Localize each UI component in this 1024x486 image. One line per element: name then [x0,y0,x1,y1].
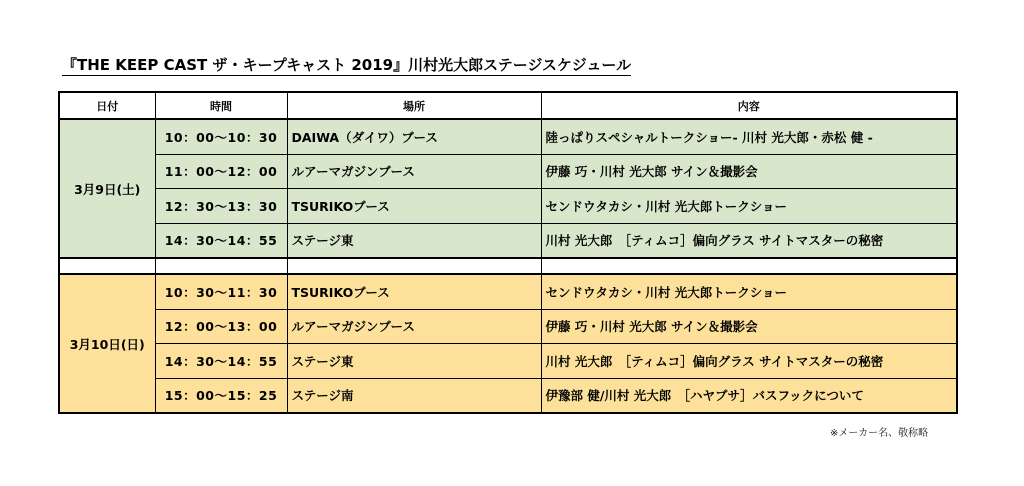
table-row [59,189,957,224]
spacer-cell [541,258,957,274]
table-row [59,378,957,413]
spacer-cell [155,258,287,274]
content-cell: 川村 光大郎 ［ティムコ］偏向グラス サイトマスターの秘密 [541,344,957,379]
content-cell: 伊豫部 健/川村 光大郎 ［ハヤブサ］バスフックについて [541,378,957,413]
page-title: 『THE KEEP CAST ザ・キープキャスト 2019』川村光大郎ステージスケジュール [62,56,632,74]
table-row [59,223,957,258]
date-cell-day2: 3月10日(日) [59,274,155,413]
table-row [59,274,957,309]
content-cell: 伊藤 巧・川村 光大郎 サイン＆撮影会 [541,309,957,344]
table-row [59,344,957,379]
spacer-cell [287,258,541,274]
table-row [59,309,957,344]
place-cell: TSURIKOブース [287,189,541,224]
time-cell: 10：30〜11：30 [155,274,287,309]
place-cell: ルアーマガジンブース [287,309,541,344]
content-cell: センドウタカシ・川村 光大郎トークショー [541,189,957,224]
schedule-table [58,91,958,414]
time-cell: 10：00〜10：30 [155,119,287,154]
time-cell: 14：30〜14：55 [155,223,287,258]
header-time: 時間 [155,92,287,119]
place-cell: ルアーマガジンブース [287,154,541,189]
spacer-cell [59,258,155,274]
time-cell: 12：30〜13：30 [155,189,287,224]
footnote: ※メーカー名、敬称略 [830,428,929,439]
table-row [59,119,957,154]
header-row [59,92,957,119]
content-cell: 川村 光大郎 ［ティムコ］偏向グラス サイトマスターの秘密 [541,223,957,258]
time-cell: 12：00〜13：00 [155,309,287,344]
place-cell: ステージ南 [287,378,541,413]
time-cell: 11：00〜12：00 [155,154,287,189]
header-place: 場所 [287,92,541,119]
place-cell: TSURIKOブース [287,274,541,309]
header-content: 内容 [541,92,957,119]
place-cell: DAIWA（ダイワ）ブース [287,119,541,154]
content-cell: 陸っぱりスペシャルトークショー- 川村 光大郎・赤松 健 - [541,119,957,154]
table-row [59,154,957,189]
spacer-row [59,258,957,274]
header-date: 日付 [59,92,155,119]
time-cell: 14：30〜14：55 [155,344,287,379]
content-cell: センドウタカシ・川村 光大郎トークショー [541,274,957,309]
time-cell: 15：00〜15：25 [155,378,287,413]
content-cell: 伊藤 巧・川村 光大郎 サイン＆撮影会 [541,154,957,189]
place-cell: ステージ東 [287,223,541,258]
place-cell: ステージ東 [287,344,541,379]
date-cell-day1: 3月9日(土) [59,119,155,258]
